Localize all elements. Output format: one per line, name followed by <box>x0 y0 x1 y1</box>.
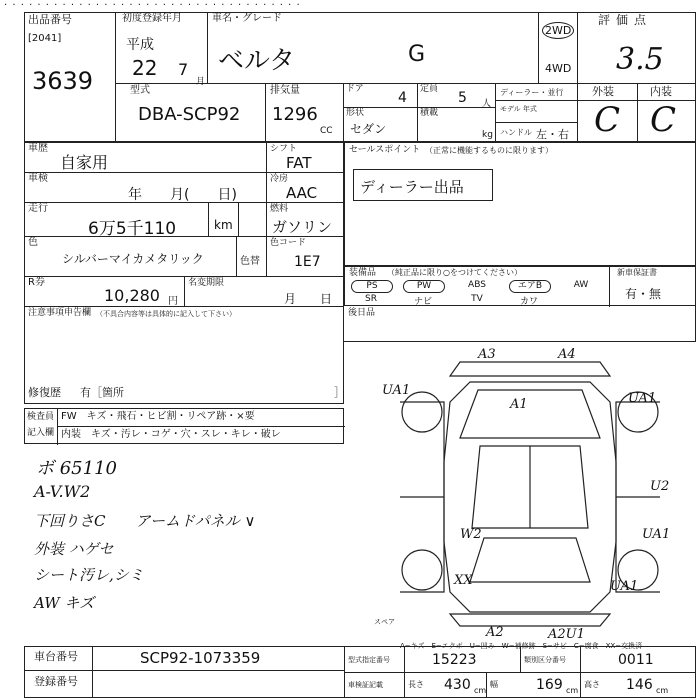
mark-ua1-rl: UA1 <box>610 579 639 594</box>
rear-items-block <box>344 306 696 342</box>
inspector-row-2: 内装 キズ・汚レ・コゲ・穴・スレ・キレ・破レ <box>61 429 281 440</box>
ext-grade: C <box>594 100 621 140</box>
mark-w2: W2 <box>460 527 482 542</box>
top-strip: · · · · · · · · · · · · · · · · · · · · · · · · · · · · · · · · · · · · <box>4 0 301 11</box>
model-type: DBA-SCP92 <box>138 104 241 125</box>
name-change-label: 名変期限 <box>188 278 225 288</box>
color: シルバーマイカメタリック <box>62 252 204 266</box>
spare-label: スペア <box>374 618 395 626</box>
reg-label: 登録番号 <box>34 675 78 688</box>
inspector-label-1: 検査員 <box>27 412 55 422</box>
score: 3.5 <box>616 42 664 77</box>
damage-legend: A−キズ E−エクボ U−凹み W−補修跡 S−サビ C−腐食 XX−交換済 <box>400 642 643 650</box>
type-label: 型式 <box>130 85 150 96</box>
yen-unit: 円 <box>168 296 178 307</box>
lot-cell <box>24 12 116 142</box>
history: 自家用 <box>60 153 109 172</box>
mark-u2: U2 <box>650 479 670 494</box>
note-line-2: A-V.W2 <box>34 482 91 501</box>
reg-year: 22 <box>132 56 158 80</box>
model-year-label: モデル 年式 <box>500 105 537 113</box>
color-code: 1E7 <box>294 254 321 270</box>
score-cell <box>578 12 696 84</box>
sales-label: セールスポイント <box>349 145 421 155</box>
car-damage-diagram <box>360 342 696 640</box>
height-label: 高さ <box>584 680 600 689</box>
handle-label: ハンドル <box>500 128 532 137</box>
shaken: 年 月( 日) <box>128 187 237 203</box>
mark-a2u1: A2U1 <box>548 627 585 640</box>
length: 430 <box>444 677 471 693</box>
kg-unit: kg <box>482 130 493 140</box>
mark-a2: A2 <box>486 625 504 640</box>
disp-label: 排気量 <box>270 85 300 96</box>
chassis-label: 車台番号 <box>34 650 78 663</box>
equip-ps: PS <box>351 280 393 293</box>
body-cell <box>344 108 418 142</box>
height-unit: cm <box>656 686 669 695</box>
equipment-block <box>344 266 696 306</box>
car-name: ベルタ <box>218 46 295 76</box>
handle: 左・右 <box>536 128 569 141</box>
drive-4wd: 4WD <box>545 62 572 75</box>
load-label: 積載 <box>420 108 439 118</box>
lot-number: 3639 <box>32 67 94 95</box>
lot-code: [2041] <box>28 33 62 44</box>
door-label: ドア <box>346 84 364 94</box>
details-block <box>24 142 344 404</box>
door-cell <box>344 84 418 108</box>
int-grade: C <box>650 100 677 140</box>
color-code-label: 色コード <box>270 238 307 248</box>
first-reg-cell <box>116 12 208 87</box>
shift: FAT <box>286 154 312 172</box>
grade: G <box>408 42 426 67</box>
load-cell <box>418 108 496 142</box>
score-label: 評価点 <box>598 13 653 27</box>
capacity-cell <box>418 84 496 108</box>
cert-label: 車検証記載 <box>348 681 383 689</box>
class-number: 0011 <box>618 652 654 668</box>
note-line-4: 外装 ハゲセ <box>34 540 114 558</box>
sales-block <box>344 142 696 266</box>
repaint-label: 色替 <box>240 256 260 267</box>
body: セダン <box>350 122 387 136</box>
inspector-block <box>24 408 344 444</box>
ac-label: 冷房 <box>270 174 289 184</box>
int-label: 内装 <box>650 85 672 98</box>
first-reg-label: 初度登録年月 <box>122 13 182 24</box>
width-unit: cm <box>566 686 579 695</box>
class-label: 類別区分番号 <box>524 656 566 664</box>
repair: 有［箇所 <box>80 386 124 399</box>
equip-pw: PW <box>403 280 445 293</box>
recycle-fee: 10,280 <box>104 286 160 305</box>
mark-a3: A3 <box>478 347 496 362</box>
repair-close: ］ <box>334 386 345 399</box>
height: 146 <box>626 677 653 693</box>
equip-abs: ABS <box>468 280 486 290</box>
length-unit: cm <box>474 686 487 695</box>
mark-a4: A4 <box>558 347 576 362</box>
dealer-stamp <box>353 169 493 201</box>
fuel: ガソリン <box>272 218 333 236</box>
type-cell <box>116 84 266 142</box>
ext-int-cell <box>578 84 696 142</box>
displacement-cell <box>266 84 344 142</box>
notes-label: 注意事項申告欄 <box>28 308 92 318</box>
inspector-label-2: 記入欄 <box>27 428 55 438</box>
new-cert: 有・無 <box>625 287 662 301</box>
mark-ua1-fr: UA1 <box>628 391 657 406</box>
reg-month: 7 <box>178 60 189 79</box>
equip-sr: SR <box>365 294 377 304</box>
sales-sub: （正常に機能するものに限ります） <box>425 146 553 155</box>
dealer-stamp-text: ディーラー出品 <box>360 178 464 196</box>
mileage-label: 走行 <box>28 203 48 214</box>
fuel-label: 燃料 <box>270 204 289 214</box>
lot-label: 出品番号 <box>28 13 72 26</box>
note-line-5: シート汚レ,シミ <box>34 566 144 584</box>
equip-tv: TV <box>471 294 483 304</box>
dealer-cell <box>496 84 578 142</box>
capacity: 5 <box>458 90 467 106</box>
month-unit: 月 <box>196 77 206 87</box>
km-unit: km <box>214 218 233 232</box>
length-label: 長さ <box>408 680 424 689</box>
mark-ua1-rr: UA1 <box>642 527 671 542</box>
notes-sub: （不具合内容等は具体的に記入して下さい） <box>96 310 236 318</box>
history-label: 車歴 <box>28 143 48 154</box>
repair-label: 修復歴 <box>28 386 61 399</box>
mark-xx: XX <box>454 573 473 588</box>
name-change: 月 日 <box>284 292 333 306</box>
color-label: 色 <box>28 237 38 248</box>
equipment-sub: （純正品に限り○をつけてください） <box>387 268 522 277</box>
equip-aw: AW <box>573 280 589 290</box>
recycle-label: R券 <box>28 277 45 288</box>
dealer-label: ディーラー・並行 <box>500 88 564 97</box>
shaken-label: 車検 <box>28 173 48 184</box>
body-label: 形状 <box>346 108 365 118</box>
new-cert-label: 新車保証書 <box>617 268 657 277</box>
type-spec-label: 型式指定番号 <box>348 656 390 664</box>
equip-leather: カワ <box>519 297 538 307</box>
chassis: SCP92-1073359 <box>140 649 261 667</box>
handwritten-notes <box>28 452 358 622</box>
ext-label: 外装 <box>592 85 614 98</box>
drive-cell <box>538 12 578 84</box>
doors: 4 <box>398 90 407 106</box>
cc-unit: CC <box>320 126 333 136</box>
note-line-1: ボ 65110 <box>36 458 117 479</box>
ac: AAC <box>286 184 318 202</box>
type-spec: 15223 <box>432 652 477 668</box>
car-name-cell <box>208 12 578 84</box>
note-line-3: 下回りさC アームドパネル ∨ <box>34 512 256 530</box>
width-label: 幅 <box>490 680 498 689</box>
car-name-label: 車名・グレード <box>212 13 282 24</box>
width: 169 <box>536 677 563 693</box>
equipment-label: 装備品 <box>349 268 377 278</box>
capacity-unit: 人 <box>482 99 492 109</box>
mileage: 6万5千110 <box>88 219 177 239</box>
equip-navi: ナビ <box>413 297 432 307</box>
inspector-row-1: FW キズ・飛石・ヒビ割・リペア跡・×要 <box>61 411 255 422</box>
note-line-6: AW キズ <box>34 594 95 612</box>
era: 平成 <box>126 37 154 53</box>
drive-2wd: 2WD <box>542 22 574 39</box>
rear-seat-label: 後日品 <box>348 308 376 318</box>
capacity-label: 定員 <box>420 84 439 94</box>
shift-label: シフト <box>270 144 298 154</box>
displacement: 1296 <box>272 104 318 125</box>
mark-a1: A1 <box>510 397 528 412</box>
mark-ua1-fl: UA1 <box>382 383 411 398</box>
equip-airbag: エアB <box>509 280 551 293</box>
